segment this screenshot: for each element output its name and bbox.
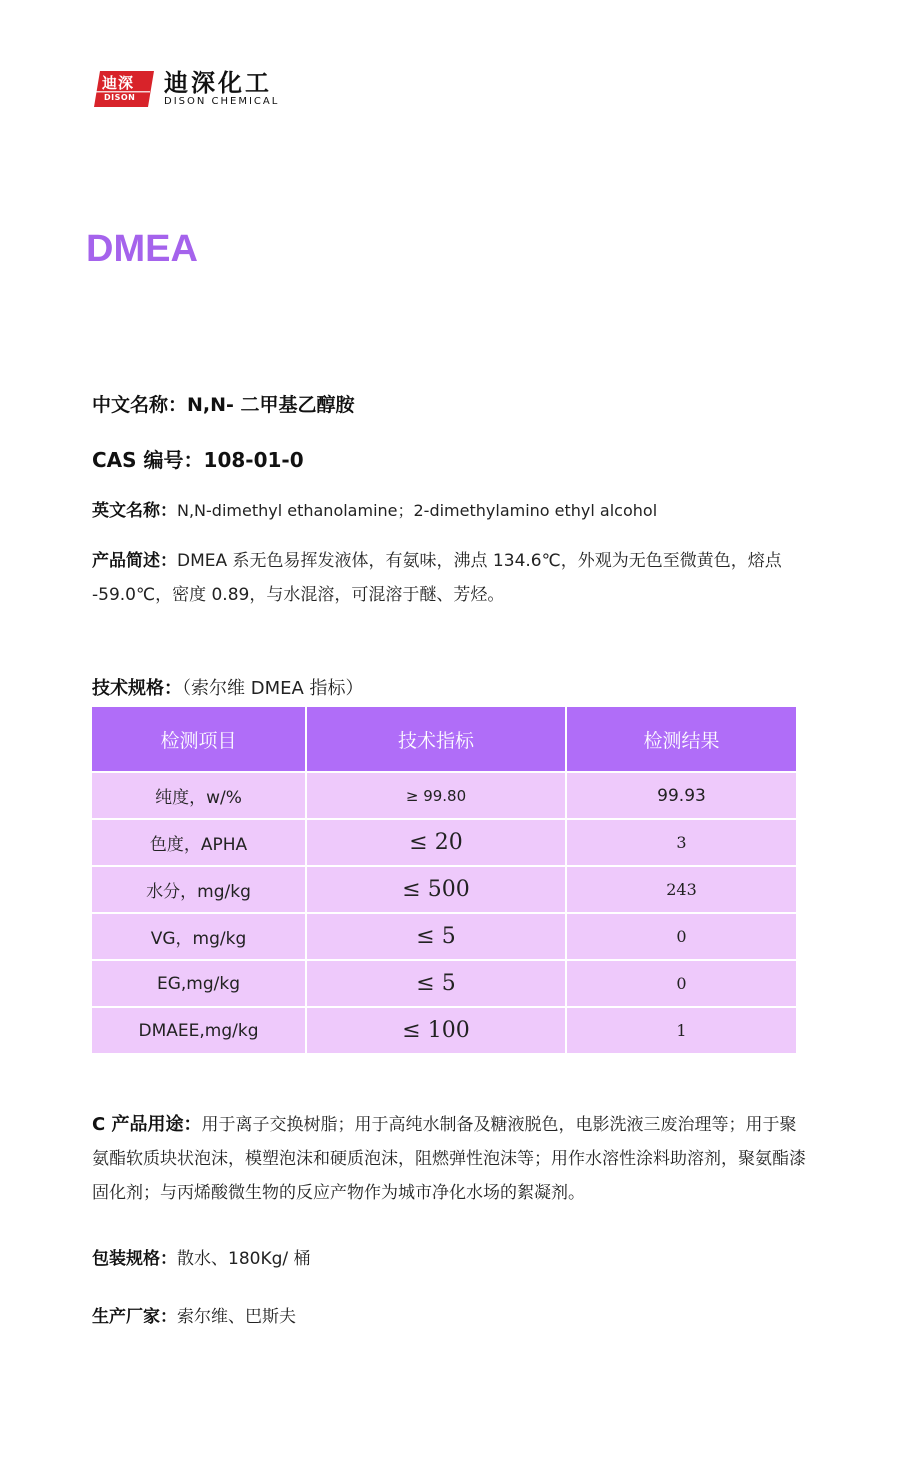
description-label: 产品简述：	[92, 551, 177, 571]
header-standard: 技术指标	[306, 706, 566, 772]
table-row	[91, 866, 797, 913]
table-row	[91, 960, 797, 1007]
product-description	[92, 544, 812, 612]
product-usage	[92, 1108, 812, 1210]
cell-standard: ≤ 100	[306, 1007, 566, 1054]
cell-result: 3	[566, 819, 797, 866]
cell-standard: ≤ 500	[306, 866, 566, 913]
cell-item: 色度，APHA	[91, 819, 306, 866]
description-value: DMEA 系无色易挥发液体，有氨味，沸点 134.6℃，外观为无色至微黄色，熔点 -59.0℃，密度 0.89，与水混溶，可混溶于醚、芳烃。	[92, 551, 782, 605]
manufacturer-value: 索尔维、巴斯夫	[177, 1307, 296, 1327]
product-title: DMEA	[86, 228, 198, 270]
table-row	[91, 819, 797, 866]
english-name-value: N,N-dimethyl ethanolamine；2-dimethylamino ethyl alcohol	[177, 501, 658, 520]
cell-standard: ≤ 20	[306, 819, 566, 866]
english-name-row	[92, 496, 657, 521]
chinese-name-label: 中文名称：	[92, 394, 188, 416]
cell-standard: ≤ 5	[306, 960, 566, 1007]
cell-result: 0	[566, 913, 797, 960]
manufacturer-label: 生产厂家：	[92, 1307, 177, 1327]
spec-label: 技术规格：	[92, 678, 182, 699]
logo-name-en: DISON CHEMICAL	[164, 96, 280, 107]
chinese-name-row	[92, 390, 355, 417]
cell-item: DMAEE,mg/kg	[91, 1007, 306, 1054]
usage-label: C 产品用途：	[92, 1114, 202, 1135]
company-logo	[92, 68, 279, 110]
header-item: 检测项目	[91, 706, 306, 772]
chinese-name-value: N,N- 二甲基乙醇胺	[187, 394, 355, 416]
table-row	[91, 913, 797, 960]
logo-name-cn: 迪深化工	[164, 69, 272, 97]
cell-result: 0	[566, 960, 797, 1007]
cell-item: EG,mg/kg	[91, 960, 306, 1007]
usage-value: 用于离子交换树脂；用于高纯水制备及糖液脱色，电影洗液三废治理等；用于聚氨酯软质块状泡沫，模塑泡沫和硬质泡沫，阻燃弹性泡沫等；用作水溶性涂料助溶剂，聚氨酯漆固化剂；与丙烯酸微生物的反应产物作为城市净化水场的絮凝剂。	[92, 1115, 806, 1203]
cell-item: VG，mg/kg	[91, 913, 306, 960]
cell-item: 纯度，w/%	[91, 772, 306, 819]
spec-header-row	[91, 706, 797, 772]
cell-result: 99.93	[566, 772, 797, 819]
table-row	[91, 1007, 797, 1054]
manufacturer-row	[92, 1302, 296, 1327]
cas-value: 108-01-0	[203, 448, 304, 472]
spec-table	[90, 705, 798, 1055]
english-name-label: 英文名称：	[92, 501, 177, 521]
cell-standard: ≥ 99.80	[306, 772, 566, 819]
logo-badge-cn: 迪深	[102, 74, 135, 92]
packaging-row	[92, 1244, 311, 1269]
cell-result: 243	[566, 866, 797, 913]
spec-heading	[92, 674, 364, 700]
spec-note: （索尔维 DMEA 指标）	[182, 678, 364, 699]
table-row	[91, 772, 797, 819]
packaging-value: 散水、180Kg/ 桶	[177, 1249, 311, 1269]
cas-row	[92, 444, 304, 473]
cas-label: CAS 编号：	[92, 448, 204, 472]
cell-result: 1	[566, 1007, 797, 1054]
logo-badge-en: DISON	[104, 93, 136, 102]
cell-item: 水分，mg/kg	[91, 866, 306, 913]
header-result: 检测结果	[566, 706, 797, 772]
logo-badge	[92, 69, 156, 109]
cell-standard: ≤ 5	[306, 913, 566, 960]
packaging-label: 包装规格：	[92, 1249, 177, 1269]
